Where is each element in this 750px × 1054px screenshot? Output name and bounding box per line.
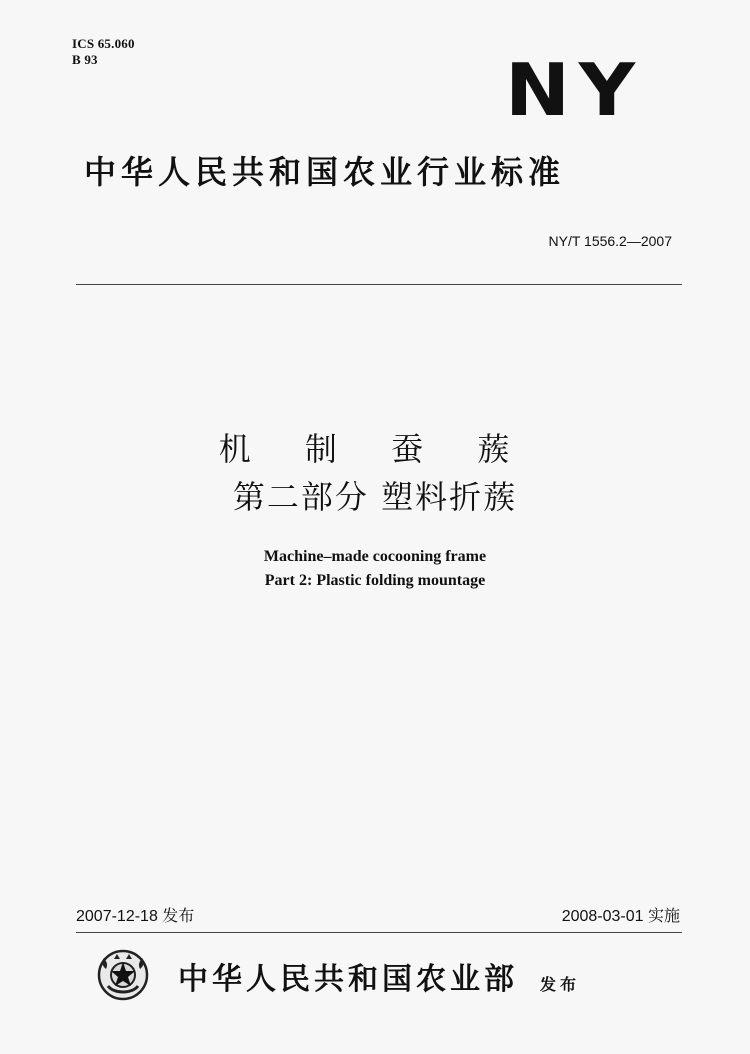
cn-title-line2: 第二部分 塑料折蔟	[232, 478, 518, 516]
standard-number: NY/T 1556.2—2007	[548, 233, 672, 249]
en-title-line2: Part 2: Plastic folding mountage	[264, 572, 486, 589]
bottom-divider	[76, 932, 682, 933]
issue-date: 2007-12-18 发布	[76, 908, 195, 925]
implementation-date: 2008-03-01 实施	[561, 908, 680, 925]
ccs-code: B 93	[72, 52, 98, 67]
page-title: 中华人民共和国农业行业标准	[84, 153, 566, 191]
ny-logo: NY	[505, 48, 644, 132]
issuing-label: 发布	[540, 975, 581, 994]
national-emblem-icon	[92, 944, 154, 1006]
issuing-authority: 中华人民共和国农业部	[178, 962, 518, 997]
top-divider	[76, 284, 682, 285]
cn-title-line1: 机 制 蚕 蔟	[218, 430, 532, 468]
en-title-line1: Machine–made cocooning frame	[263, 548, 487, 565]
ics-code: ICS 65.060	[72, 36, 135, 51]
